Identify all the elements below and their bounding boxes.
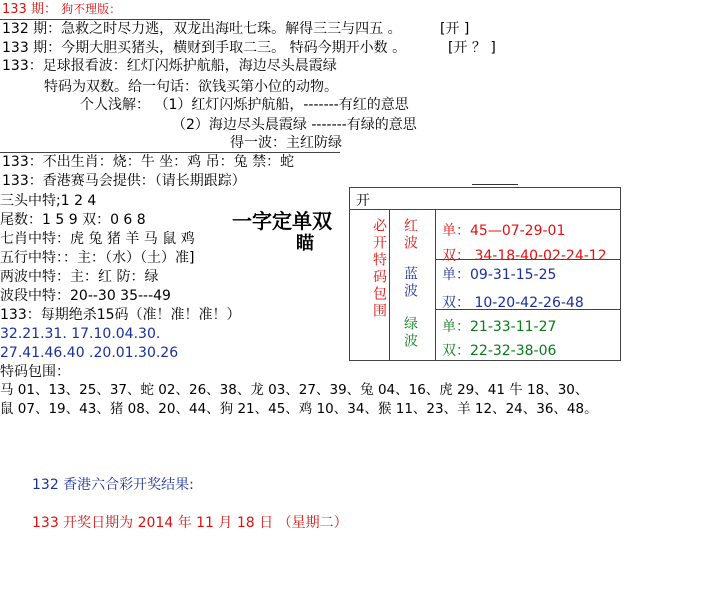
- blue-rows: [436, 260, 620, 310]
- line-two-waves: 两波中特：主：红 防：绿: [0, 269, 159, 285]
- line-132-riddle: 132 期：急救之时尽力逃，双龙出海吐七珠。解得三三与四五 。: [2, 21, 402, 37]
- kill-numbers-1: 32.21.31. 17.10.04.30.: [0, 326, 161, 342]
- wave-column: [390, 210, 436, 360]
- blue-odd-row: 单：09-31-15-25: [442, 267, 557, 283]
- line-seven-zodiac: 七肖中特：虎 兔 猪 羊 马 鼠 鸡: [0, 231, 195, 247]
- red-even-row: 双： 34-18-40-02-24-12: [442, 248, 607, 264]
- red-wave-label: 红波: [402, 218, 418, 252]
- table-col-label: 必开特码包围: [350, 210, 390, 360]
- kill-numbers-2: 27.41.46.40 .20.01.30.26: [0, 345, 179, 361]
- big-title-2: 瞄: [296, 233, 314, 254]
- result-label: 132 香港六合彩开奖结果:: [32, 477, 194, 493]
- table-header: 开: [350, 188, 620, 210]
- line-tail-numbers: 尾数：1 5 9 双：0 6 8: [0, 212, 146, 228]
- edition-name: 狗不理版：: [61, 2, 122, 16]
- line-133-riddle: 133 期：今期大胆买猪头，横财到手取二三。 特码今期开小数 。: [2, 40, 407, 56]
- line-band: 波段中特：20--30 35---49: [0, 288, 171, 304]
- red-odd-row: 单：45—07-29-01: [442, 223, 566, 239]
- big-title: 一字定单双: [232, 209, 332, 233]
- code-table: [349, 187, 621, 361]
- line-133-tag: [开 ？ ]: [448, 40, 496, 56]
- zodiac-numbers-1: 马 01、13、25、37、蛇 02、26、38、龙 03、27、39、兔 04、16、虎 29、41 牛 18、30、: [0, 382, 589, 398]
- blue-even-row: 双： 10-20-42-26-48: [442, 295, 584, 311]
- line-football: 133：足球报看波：红灯闪烁护航船，海边尽头晨霞绿: [2, 58, 337, 74]
- line-jockey-club: 133：香港赛马会提供：（请长期跟踪）: [2, 173, 246, 189]
- zodiac-numbers-2: 鼠 07、19、43、猪 08、20、44、狗 21、45、鸡 10、34、猴 11、23、羊 12、24、36、48。: [0, 401, 598, 417]
- line-interpretation-1: 个人浅解： （1）红灯闪烁护航船，-------有红的意思: [80, 97, 409, 113]
- dash-decoration: [472, 184, 518, 185]
- blue-wave-label: 蓝波: [402, 266, 418, 300]
- green-wave-label: 绿波: [402, 316, 418, 350]
- line-132-tag: [开 ]: [440, 21, 470, 37]
- line-interpretation-2: （2）海边尽头晨霞绿 -------有绿的意思: [172, 117, 417, 133]
- line-five-elements: 五行中特：：主：（水）（土）准]: [0, 250, 195, 266]
- line-head-numbers: 三头中特;1 2 4: [0, 193, 97, 209]
- line-kill-15: 133：每期绝杀15码（准！准！准！）: [0, 307, 241, 323]
- green-odd-row: 单：21-33-11-27: [442, 319, 557, 335]
- draw-date: 133 开奖日期为 2014 年 11 月 18 日 （星期二）: [32, 515, 348, 531]
- line-special-code: 特码包围：: [0, 364, 70, 380]
- line-wave: 得一波：主红防绿: [230, 135, 342, 151]
- line-no-zodiac: 133：不出生肖：烧：牛 坐：鸡 吊：兔 禁：蛇: [2, 154, 295, 170]
- green-rows: [436, 310, 620, 360]
- issue-title: 133 期： 狗不理版：: [2, 2, 122, 17]
- green-even-row: 双：22-32-38-06: [442, 343, 557, 359]
- line-even-hint: 特码为双数。给一句话：欲钱买第小位的动物。: [44, 79, 338, 95]
- red-rows: [436, 210, 620, 264]
